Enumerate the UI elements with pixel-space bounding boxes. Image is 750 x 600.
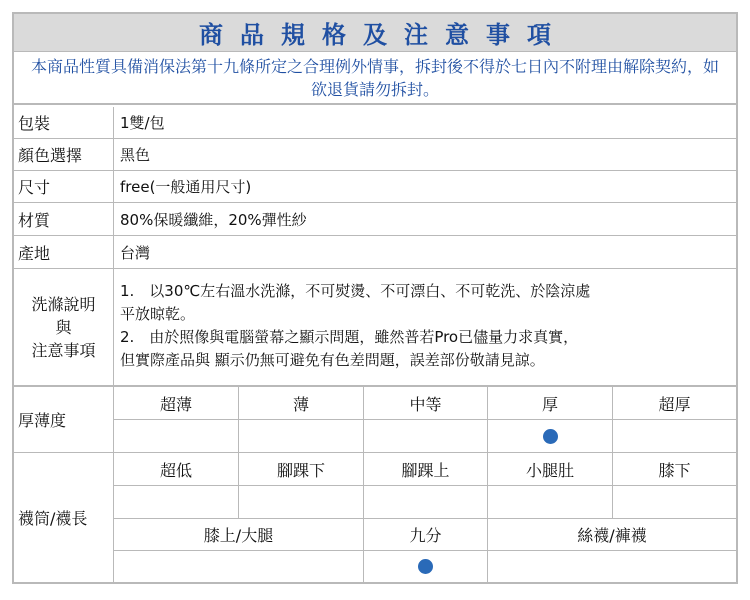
length-mark-cell bbox=[114, 486, 239, 519]
thickness-option: 超薄 bbox=[114, 387, 239, 420]
length-option: 絲襪/褲襪 bbox=[488, 519, 736, 551]
length-label: 襪筒/襪長 bbox=[14, 453, 114, 582]
length-option: 膝下 bbox=[613, 453, 736, 486]
length-option: 膝上/大腿 bbox=[114, 519, 364, 551]
thickness-option: 厚 bbox=[488, 387, 613, 420]
length-mark-cell bbox=[364, 486, 488, 519]
page-title: 商品規格及注意事項 bbox=[14, 14, 736, 52]
thickness-option: 超厚 bbox=[613, 387, 736, 420]
spec-label: 尺寸 bbox=[14, 171, 114, 202]
spec-row-origin bbox=[14, 236, 736, 269]
spec-sheet bbox=[12, 12, 738, 584]
length-option: 腳踝下 bbox=[239, 453, 364, 486]
thickness-option: 薄 bbox=[239, 387, 364, 420]
spec-label: 材質 bbox=[14, 203, 114, 235]
thickness-mark-cell bbox=[114, 420, 239, 453]
care-line: 平放晾乾。 bbox=[120, 305, 196, 323]
care-instructions-row bbox=[14, 269, 736, 387]
thickness-option: 中等 bbox=[364, 387, 488, 420]
spec-value: 80%保暖纖維，20%彈性紗 bbox=[120, 210, 307, 229]
spec-row-size bbox=[14, 171, 736, 203]
care-line: 但實際產品與 顯示仍無可避免有色差問題，誤差部份敬請見諒。 bbox=[120, 351, 545, 369]
thickness-mark-cell bbox=[239, 420, 364, 453]
length-option: 超低 bbox=[114, 453, 239, 486]
selected-dot-icon bbox=[418, 559, 433, 574]
spec-label: 包裝 bbox=[14, 107, 114, 138]
selected-dot-icon bbox=[543, 429, 558, 444]
return-policy-notice: 本商品性質具備消保法第十九條所定之合理例外情事，拆封後不得於七日內不附理由解除契約，如欲退貨請勿拆封。 bbox=[14, 53, 736, 105]
care-line: 2. 由於照像與電腦螢幕之顯示問題，雖然普若Pro已儘量力求真實， bbox=[120, 328, 579, 346]
spec-value: 台灣 bbox=[120, 243, 151, 262]
care-text bbox=[114, 269, 736, 385]
thickness-label: 厚薄度 bbox=[14, 387, 114, 453]
length-mark-cell bbox=[488, 551, 736, 582]
spec-label: 顏色選擇 bbox=[14, 139, 114, 170]
thickness-mark-cell bbox=[613, 420, 736, 453]
spec-value: 1雙/包 bbox=[120, 114, 165, 132]
spec-row-color bbox=[14, 139, 736, 171]
spec-row-packaging bbox=[14, 107, 736, 139]
care-label-line: 洗滌說明 bbox=[31, 294, 96, 314]
length-mark-cell bbox=[114, 551, 364, 582]
length-option: 腳踝上 bbox=[364, 453, 488, 486]
length-mark-cell bbox=[239, 486, 364, 519]
care-line: 1. 以30℃左右溫水洗滌，不可熨燙、不可漂白、不可乾洗、於陰涼處 bbox=[120, 282, 591, 300]
length-option: 小腿肚 bbox=[488, 453, 613, 486]
spec-label: 產地 bbox=[14, 236, 114, 268]
care-label bbox=[14, 269, 114, 385]
care-label-line: 與 bbox=[55, 317, 72, 337]
length-mark-cell bbox=[364, 551, 488, 582]
thickness-mark-cell bbox=[488, 420, 613, 453]
care-label-line: 注意事項 bbox=[31, 340, 96, 360]
spec-value: free(一般通用尺寸) bbox=[120, 178, 252, 196]
thickness-mark-cell bbox=[364, 420, 488, 453]
spec-row-material bbox=[14, 203, 736, 236]
length-option: 九分 bbox=[364, 519, 488, 551]
length-mark-cell bbox=[488, 486, 613, 519]
length-mark-cell bbox=[613, 486, 736, 519]
spec-value: 黑色 bbox=[120, 146, 151, 164]
